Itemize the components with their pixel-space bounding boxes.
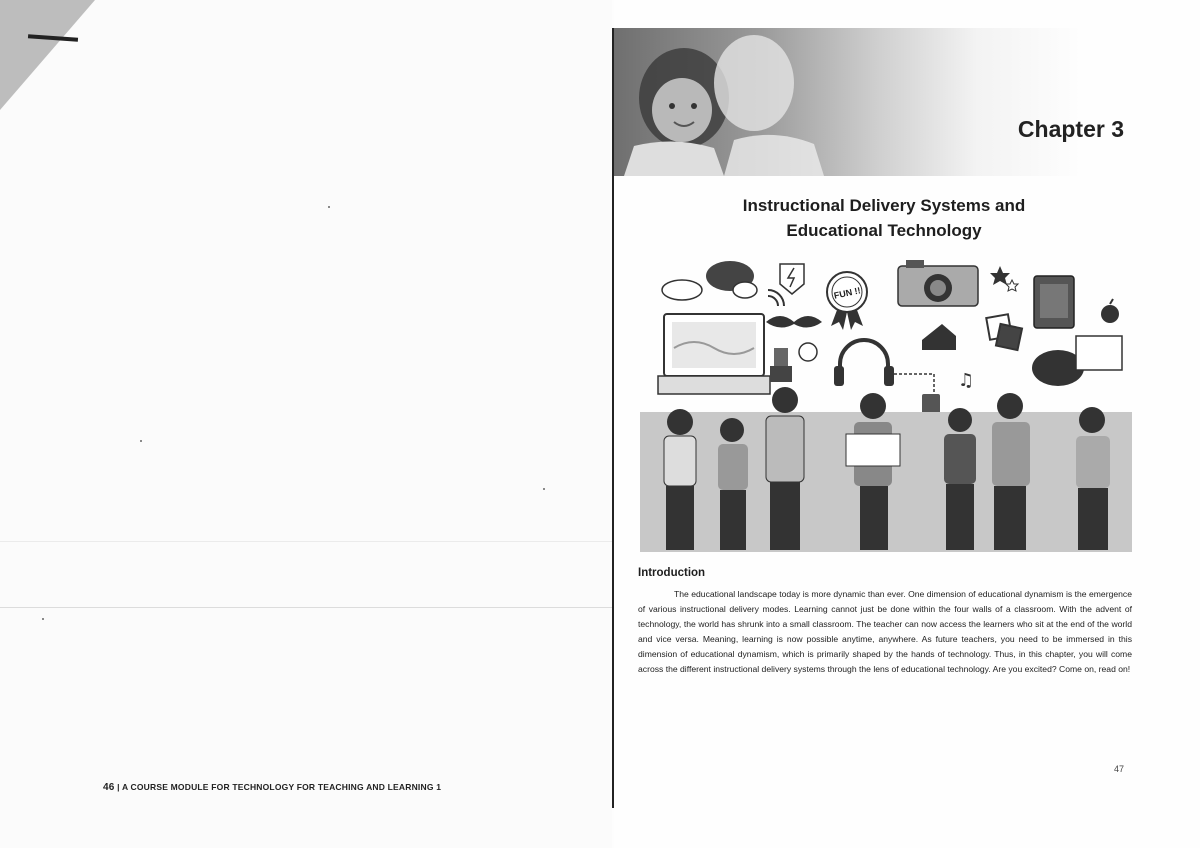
chat-bubble-icon — [1076, 336, 1122, 370]
page-corner-shadow — [0, 0, 95, 110]
children-photo-icon — [614, 28, 1200, 176]
scan-speck — [328, 206, 330, 208]
introduction-heading: Introduction — [638, 567, 706, 579]
fun-badge-icon — [827, 272, 867, 330]
headphones-icon — [834, 340, 894, 386]
headphone-cable — [894, 374, 934, 394]
scan-artifact-line — [0, 541, 612, 542]
star-icon — [990, 266, 1010, 285]
photo-frames-icon — [986, 314, 1022, 350]
camera-icon — [898, 260, 978, 306]
chapter-label: Chapter 3 — [1017, 116, 1124, 142]
scan-artifact-line — [0, 607, 612, 608]
laptop-icon — [658, 314, 770, 394]
right-page — [614, 0, 1200, 848]
left-page-number: 46 — [103, 782, 115, 793]
scan-speck — [543, 488, 545, 490]
chapter-banner-photo — [614, 28, 1200, 176]
footer-module-title: A COURSE MODULE FOR TECHNOLOGY FOR TEACHING AND LEARNING 1 — [121, 782, 442, 792]
tablet-device-icon — [1034, 276, 1074, 328]
left-page-footer — [103, 782, 441, 793]
chapter-title-line-1: Instructional Delivery Systems and — [742, 196, 1026, 215]
star-outline-icon — [1006, 280, 1018, 291]
mustache-icon — [766, 316, 822, 328]
sneaker-icon — [922, 324, 956, 350]
cloud-icon — [662, 261, 757, 300]
introduction-paragraph: The educational landscape today is more dynamic than ever. One dimension of educational dynamism is the emergence of various instructional delivery modes. Learning cannot just be done within the four walls of a classroom. With the advent of technology, the world has shrunk into a small classroom. The teacher can now access the learners who sit at the end of the world and vice versa. Meaning, learning is now possible anytime, anywhere. As future teachers, you need to be immersed in this dimension of educational dynamism, which is primarily shaped by the hands of technology. Thus, in this chapter, you will come across the different instructional delivery systems through the lens of educational technology. Are you excited? Come on, read on! — [638, 589, 1132, 674]
wifi-icon — [768, 290, 784, 306]
right-page-number: 47 — [1114, 764, 1125, 774]
apple-icon — [1101, 305, 1119, 323]
footer-separator: | — [117, 782, 120, 792]
cactus-plant-icon — [770, 343, 817, 382]
scan-speck — [42, 618, 44, 620]
apple-stem — [1110, 299, 1113, 304]
lightning-shield-icon — [780, 264, 804, 294]
educational-technology-illustration — [640, 252, 1132, 552]
music-note-icon: ♫ — [958, 370, 975, 391]
chapter-title-line-2: Educational Technology — [786, 221, 982, 240]
scan-speck — [140, 440, 142, 442]
fun-badge-text: FUN !! — [832, 285, 862, 301]
